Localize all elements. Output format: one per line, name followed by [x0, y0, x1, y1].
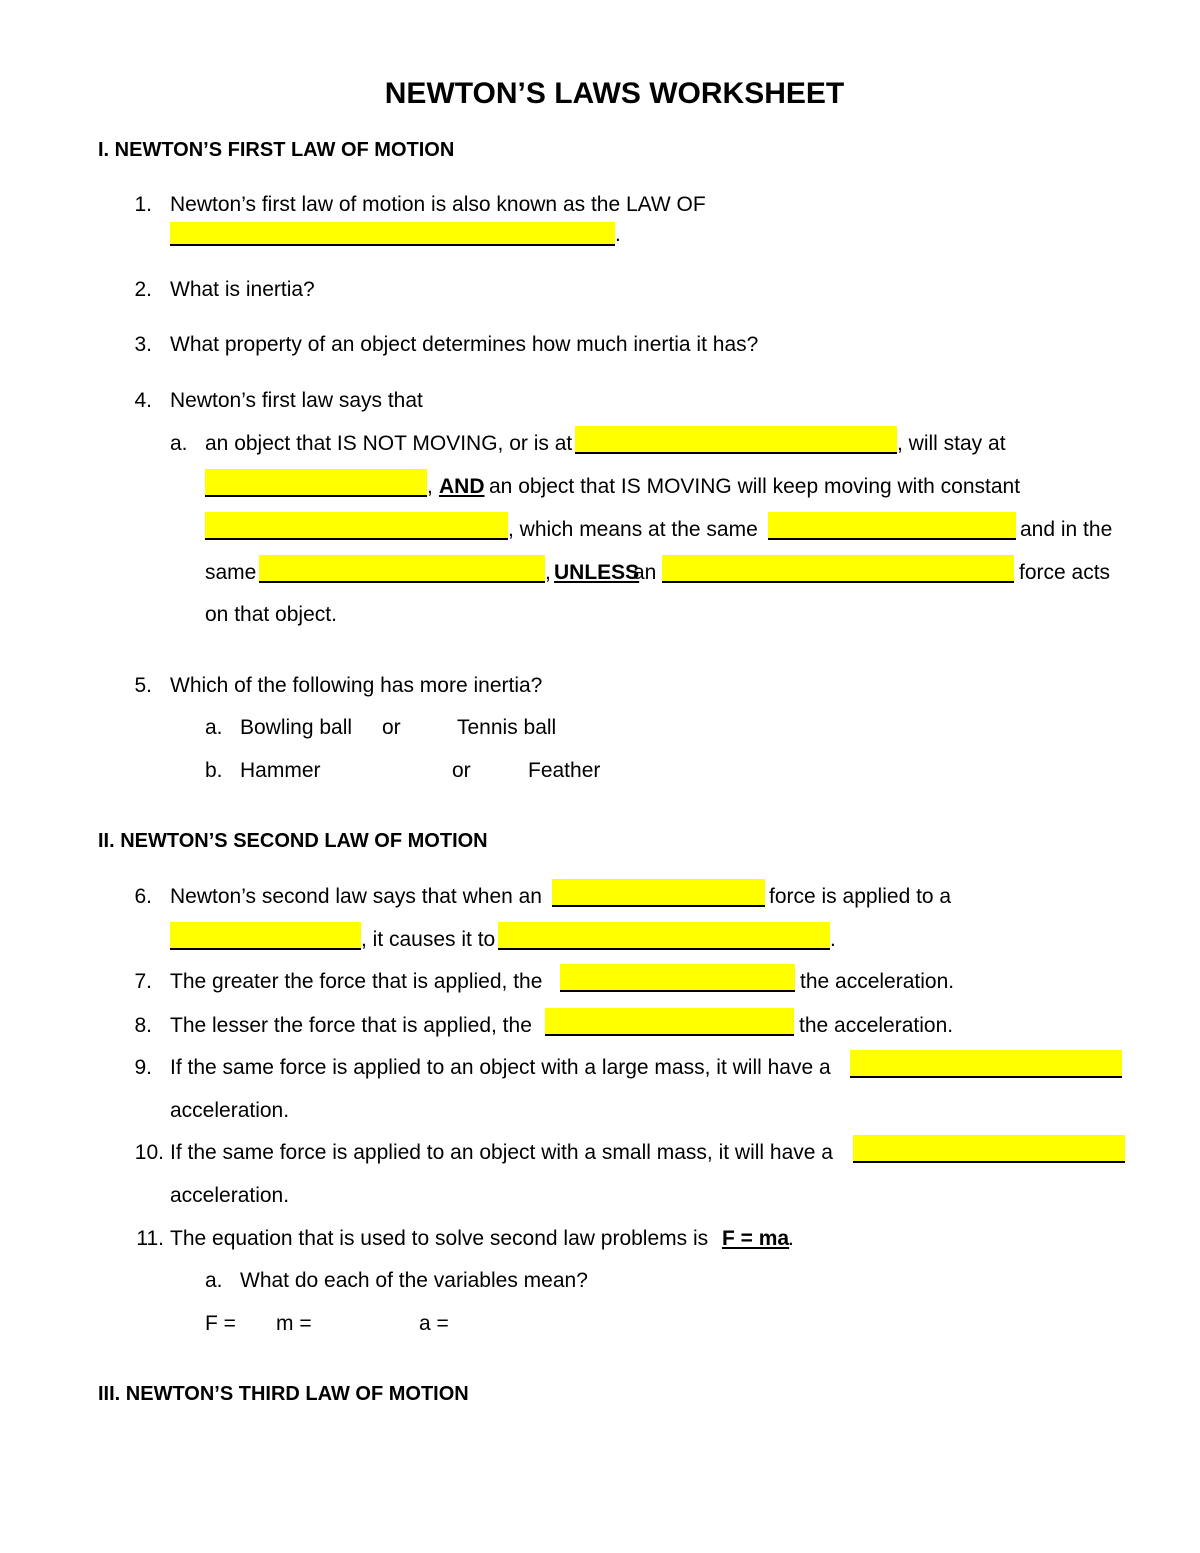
statement-text: an object that IS NOT MOVING, or is at — [205, 432, 573, 455]
answer-blank[interactable] — [498, 922, 830, 950]
question-text: The greater the force that is applied, the — [170, 970, 543, 993]
statement-text: on that object. — [205, 603, 337, 626]
answer-blank[interactable] — [662, 555, 1014, 583]
question-number: 6. — [134, 885, 152, 908]
question-text: If the same force is applied to an object with a small mass, it will have a — [170, 1141, 833, 1164]
question-number: 8. — [134, 1014, 152, 1037]
question-text: If the same force is applied to an object with a large mass, it will have a — [170, 1056, 831, 1079]
answer-blank[interactable] — [575, 426, 897, 454]
question-text: force is applied to a — [769, 885, 952, 908]
answer-blank[interactable] — [850, 1050, 1122, 1078]
answer-blank[interactable] — [552, 879, 765, 907]
statement-text: same — [205, 561, 257, 584]
answer-blank[interactable] — [853, 1135, 1125, 1163]
sub-item-label: a. — [170, 432, 188, 455]
question-text: , it causes it to — [361, 928, 496, 951]
answer-blank[interactable] — [768, 512, 1016, 540]
variable-m: m = — [276, 1312, 312, 1335]
statement-text: , — [545, 561, 551, 584]
sub-question-text: What do each of the variables mean? — [240, 1269, 588, 1292]
question-text: the acceleration. — [800, 970, 955, 993]
question-text: The equation that is used to solve second law problems is — [170, 1227, 709, 1250]
sub-item-label: a. — [205, 716, 223, 739]
choice-or: or — [452, 759, 471, 782]
choice-option: Feather — [528, 759, 601, 782]
question-number: 11. — [136, 1227, 164, 1250]
section-heading-first-law: I. NEWTON’S FIRST LAW OF MOTION — [98, 139, 455, 161]
statement-text: , — [427, 475, 433, 498]
answer-blank[interactable] — [205, 512, 508, 540]
statement-text: and in the — [1020, 518, 1113, 541]
question-text: What property of an object determines how much inertia it has? — [170, 333, 759, 356]
choice-option: Bowling ball — [240, 716, 353, 739]
answer-blank[interactable] — [205, 469, 427, 497]
statement-text: an object that IS MOVING will keep moving with constant — [489, 475, 1021, 498]
question-text: Newton’s second law says that when an — [170, 885, 542, 908]
punctuation: . — [788, 1227, 794, 1250]
statement-text: force acts — [1019, 561, 1111, 584]
sub-item-label: b. — [205, 759, 223, 782]
section-heading-third-law: III. NEWTON’S THIRD LAW OF MOTION — [98, 1383, 469, 1405]
choice-option: Hammer — [240, 759, 321, 782]
question-number: 4. — [134, 389, 152, 412]
question-text: Which of the following has more inertia? — [170, 674, 543, 697]
question-number: 1. — [134, 193, 152, 216]
answer-blank[interactable] — [560, 964, 795, 992]
statement-text: , which means at the same — [508, 518, 758, 541]
question-text: acceleration. — [170, 1099, 290, 1122]
answer-blank[interactable] — [170, 922, 361, 950]
question-number: 5. — [134, 674, 152, 697]
question-text: acceleration. — [170, 1184, 290, 1207]
question-number: 2. — [134, 278, 152, 301]
statement-text: an — [633, 561, 657, 584]
question-text: Newton’s first law says that — [170, 389, 423, 412]
sub-item-label: a. — [205, 1269, 223, 1292]
answer-blank[interactable] — [545, 1008, 794, 1036]
question-text: Newton’s first law of motion is also known as the LAW OF — [170, 193, 706, 216]
equation: F = ma — [722, 1227, 790, 1250]
question-text: What is inertia? — [170, 278, 315, 301]
choice-option: Tennis ball — [457, 716, 557, 739]
choice-or: or — [382, 716, 401, 739]
variable-a: a = — [419, 1312, 449, 1335]
variable-f: F = — [205, 1312, 236, 1335]
answer-blank[interactable] — [259, 555, 545, 583]
question-number: 3. — [134, 333, 152, 356]
emphasis-and: AND — [439, 475, 485, 498]
question-number: 10. — [134, 1141, 164, 1164]
question-number: 9. — [134, 1056, 152, 1079]
punctuation: . — [830, 928, 836, 951]
emphasis-unless: UNLESS — [554, 561, 640, 584]
page-title: NEWTON’S LAWS WORKSHEET — [384, 77, 845, 110]
question-text: The lesser the force that is applied, the — [170, 1014, 532, 1037]
section-heading-second-law: II. NEWTON’S SECOND LAW OF MOTION — [98, 830, 488, 852]
statement-text: , will stay at — [897, 432, 1006, 455]
question-number: 7. — [134, 970, 152, 993]
answer-blank[interactable] — [170, 222, 615, 246]
punctuation: . — [615, 223, 621, 246]
question-text: the acceleration. — [799, 1014, 954, 1037]
